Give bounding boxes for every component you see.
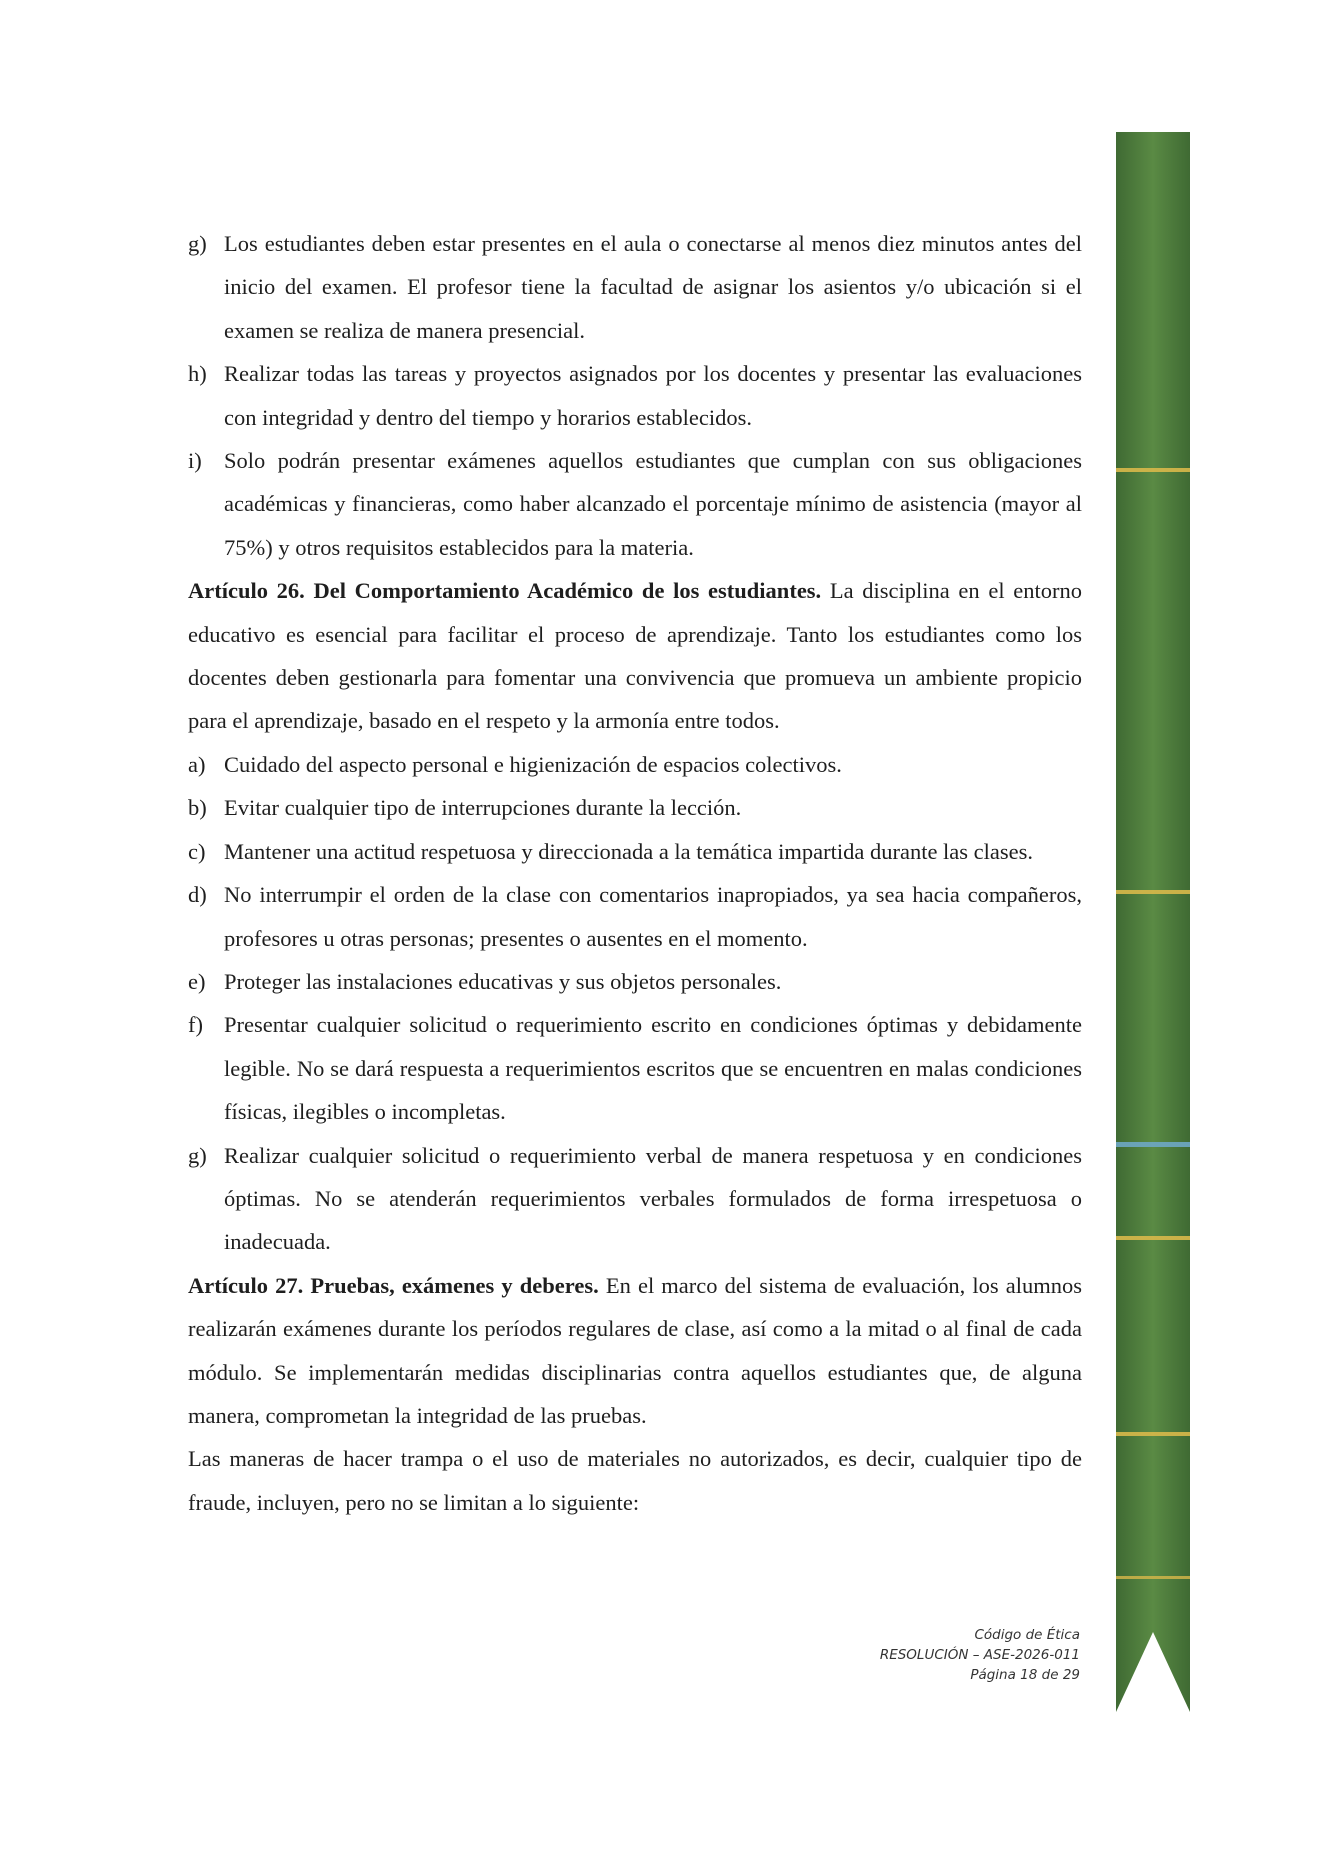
- list-item-label: e): [188, 968, 206, 994]
- list-top: [188, 222, 1082, 569]
- list-item-text: Proteger las instalaciones educativas y sus objetos personales.: [224, 968, 782, 994]
- list-item-label: h): [188, 361, 207, 387]
- list-item-label: g): [188, 231, 207, 256]
- list-item-label: c): [188, 838, 206, 864]
- article-27-body: En el marco del sistema de evaluación, los alumnos realizarán exámenes durante los períodos regulares de clase, así como a la mitad o al final de cada módulo. Se implementarán medidas disciplinarias contra aquellos estudiantes que, de alguna manera, comprometan la integridad de las pruebas.: [188, 1272, 1082, 1428]
- article-26: [188, 569, 1082, 743]
- list-item-label: g): [188, 1142, 207, 1168]
- list-item: [188, 352, 1082, 439]
- list-item: [188, 830, 1082, 873]
- footer-code: Código de Ética: [974, 1627, 1080, 1643]
- article-27: [188, 1264, 1082, 1438]
- list-item: [188, 1003, 1082, 1133]
- list-item-label: d): [188, 882, 207, 908]
- list-item: [188, 743, 1082, 786]
- footer-page-number: Página 18 de 29: [970, 1667, 1080, 1683]
- closing-paragraph: Las maneras de hacer trampa o el uso de materiales no autorizados, es decir, cualquier tipo de fraude, incluyen, pero no se limitan a lo siguiente:: [188, 1446, 1082, 1515]
- list-item-label: a): [188, 751, 206, 777]
- article-27-heading: Artículo 27. Pruebas, exámenes y deberes.: [188, 1272, 599, 1298]
- list-item: [188, 222, 1082, 352]
- list-item: [188, 873, 1082, 960]
- list-item-label: b): [188, 795, 207, 821]
- list-item-text: No interrumpir el orden de la clase con comentarios inapropiados, ya sea hacia compañeros, profesores u otras personas; presentes o ausentes en el momento.: [224, 882, 1082, 951]
- list-item-text: Realizar todas las tareas y proyectos asignados por los docentes y presentar las evaluaciones con integridad y dentro del tiempo y horarios establecidos.: [224, 361, 1082, 430]
- list-item-text: Cuidado del aspecto personal e higienización de espacios colectivos.: [224, 751, 842, 777]
- list-article-26: [188, 743, 1082, 1264]
- document-body: [188, 222, 1082, 1524]
- list-item-label: f): [188, 1012, 203, 1038]
- list-item-text: Evitar cualquier tipo de interrupciones durante la lección.: [224, 795, 742, 821]
- list-item-label: i): [188, 448, 202, 474]
- list-item-text: Presentar cualquier solicitud o requerimiento escrito en condiciones óptimas y debidamente legible. No se dará respuesta a requerimientos escritos que se encuentren en malas condiciones físicas, ilegibles o incompletas.: [224, 1012, 1082, 1125]
- list-item-text: Los estudiantes deben estar presentes en el aula o conectarse al menos diez minutos antes del inicio del examen. El profesor tiene la facultad de asignar los asientos y/o ubicación si el examen se realiza de manera presencial.: [224, 231, 1082, 343]
- footer-resolution: RESOLUCIÓN – ASE-2026-011: [879, 1647, 1080, 1663]
- list-item: [188, 786, 1082, 829]
- article-26-body: La disciplina en el entorno educativo es esencial para facilitar el proceso de aprendizaje. Tanto los estudiantes como los docentes deben gestionarla para fomentar una convivencia que promueva un ambiente propicio para el aprendizaje, basado en el respeto y la armonía entre todos.: [188, 578, 1082, 734]
- list-item-text: Solo podrán presentar exámenes aquellos estudiantes que cumplan con sus obligaciones académicas y financieras, como haber alcanzado el porcentaje mínimo de asistencia (mayor al 75%) y otros requisitos establecidos para la materia.: [224, 448, 1082, 560]
- list-item-text: Realizar cualquier solicitud o requerimiento verbal de manera respetuosa y en condiciones óptimas. No se atenderán requerimientos verbales formulados de forma irrespetuosa o inadecuada.: [224, 1142, 1082, 1255]
- list-item: [188, 1134, 1082, 1264]
- list-item-text: Mantener una actitud respetuosa y direccionada a la temática impartida durante las clases.: [224, 838, 1034, 864]
- list-item: [188, 960, 1082, 1003]
- page-footer: [880, 1625, 1080, 1685]
- decorative-ribbon: [1116, 132, 1190, 1712]
- article-26-heading: Artículo 26. Del Comportamiento Académico de los estudiantes.: [188, 578, 822, 604]
- list-item: [188, 439, 1082, 569]
